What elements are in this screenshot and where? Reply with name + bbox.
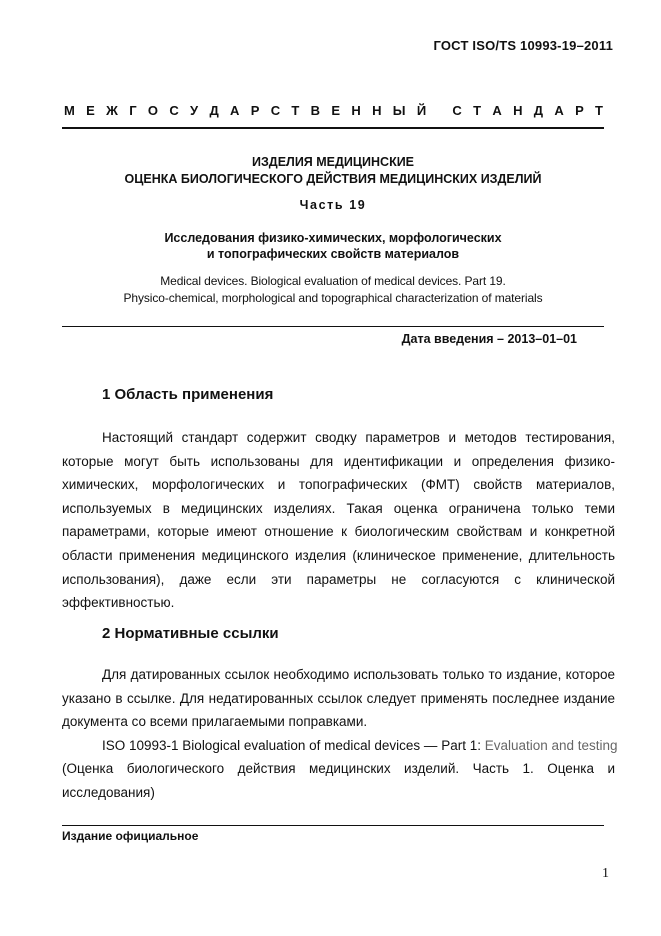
banner-letter: М bbox=[64, 103, 75, 118]
footer-rule bbox=[62, 825, 604, 826]
text-line: области применения медицинского изделия (клиническое применение, длительность bbox=[62, 547, 615, 563]
text-line: параметрами, которые имеют отношение к биологическим свойствам и конкретной bbox=[62, 524, 615, 540]
reference-iso-10993-1 bbox=[62, 734, 618, 758]
part-number: Часть 19 bbox=[299, 198, 367, 212]
title-rule bbox=[62, 326, 604, 327]
banner-letter: Н bbox=[351, 103, 361, 118]
banner-letter: С bbox=[169, 103, 179, 118]
text-line: указано в ссылке. Для недатированных ссылок следует применять последнее издание bbox=[62, 690, 615, 706]
page-number: 1 bbox=[602, 866, 609, 881]
banner-letter bbox=[437, 103, 441, 118]
title-line-2: ОЦЕНКА БИОЛОГИЧЕСКОГО ДЕЙСТВИЯ МЕДИЦИНСКИХ ИЗДЕЛИЙ bbox=[124, 172, 542, 186]
banner-letter: Д bbox=[533, 103, 544, 118]
official-edition-label: Издание официальное bbox=[62, 829, 199, 843]
section-heading-references: 2 Нормативные ссылки bbox=[102, 625, 279, 642]
english-title bbox=[62, 273, 604, 307]
text-line: используемых в медицинских изделиях. Такая оценка ограничена только теми bbox=[62, 500, 615, 516]
banner-letter: Е bbox=[86, 103, 95, 118]
banner-letter: В bbox=[310, 103, 321, 118]
banner-letter: Р bbox=[575, 103, 584, 118]
subtitle-line-1: Исследования физико-химических, морфологических bbox=[164, 231, 502, 245]
references-paragraph bbox=[62, 663, 618, 805]
text-line: использования), даже если эти параметры не согласуются с клинической bbox=[62, 571, 615, 587]
text-line: которые могут быть использованы для идентификации и определения физико- bbox=[62, 453, 615, 469]
banner-letter: Г bbox=[129, 103, 137, 118]
banner-letter: Т bbox=[291, 103, 300, 118]
banner-letter: У bbox=[190, 103, 199, 118]
banner-letter: А bbox=[230, 103, 240, 118]
banner-letter: Н bbox=[372, 103, 382, 118]
introduction-date: Дата введения – 2013–01–01 bbox=[401, 332, 577, 346]
banner-letter: Т bbox=[595, 103, 603, 118]
banner-letter: Ж bbox=[106, 103, 118, 118]
reference-translation-line: исследования) bbox=[62, 784, 155, 800]
banner-letter: Р bbox=[250, 103, 260, 118]
text-line: Для датированных ссылок необходимо использовать только то издание, которое bbox=[102, 667, 615, 682]
reference-subtitle: Evaluation and testing bbox=[484, 737, 618, 753]
document-title bbox=[62, 154, 604, 188]
reference-title: ISO 10993-1 Biological evaluation of medical devices — Part 1: bbox=[102, 737, 485, 753]
text-line: эффективностью. bbox=[62, 595, 175, 611]
banner-letter: С bbox=[270, 103, 281, 118]
english-title-line-2: Physico-chemical, morphological and topographical characterization of materials bbox=[123, 291, 543, 305]
banner-letter: Н bbox=[513, 103, 523, 118]
standard-code: ГОСТ ISO/TS 10993-19–2011 bbox=[433, 38, 613, 53]
reference-translation-line: (Оценка биологического действия медицинских изделий. Часть 1. Оценка и bbox=[62, 761, 615, 777]
banner-letter: Д bbox=[209, 103, 219, 118]
banner-letter: Ы bbox=[392, 103, 406, 118]
scope-paragraph bbox=[62, 426, 615, 615]
text-line: документа со всеми прилагаемыми поправками. bbox=[62, 714, 368, 730]
interstate-standard-banner bbox=[64, 103, 603, 118]
title-line-1: ИЗДЕЛИЯ МЕДИЦИНСКИЕ bbox=[251, 155, 415, 169]
subtitle-line-2: и топографических свойств материалов bbox=[206, 247, 460, 261]
banner-letter: С bbox=[452, 103, 462, 118]
text-line: Настоящий стандарт содержит сводку параметров и методов тестирования, bbox=[102, 430, 615, 445]
document-subtitle bbox=[62, 230, 604, 262]
section-heading-scope: 1 Область применения bbox=[102, 386, 274, 403]
banner-letter: Й bbox=[416, 103, 427, 118]
banner-letter: О bbox=[147, 103, 159, 118]
top-rule bbox=[62, 127, 604, 129]
banner-letter: А bbox=[492, 103, 502, 118]
banner-letter: Е bbox=[331, 103, 341, 118]
english-title-line-1: Medical devices. Biological evaluation of medical devices. Part 19. bbox=[160, 274, 506, 288]
text-line: химических, морфологических и топографических (ФМТ) свойств материалов, bbox=[62, 477, 615, 493]
banner-letter: А bbox=[554, 103, 564, 118]
banner-letter: Т bbox=[473, 103, 482, 118]
